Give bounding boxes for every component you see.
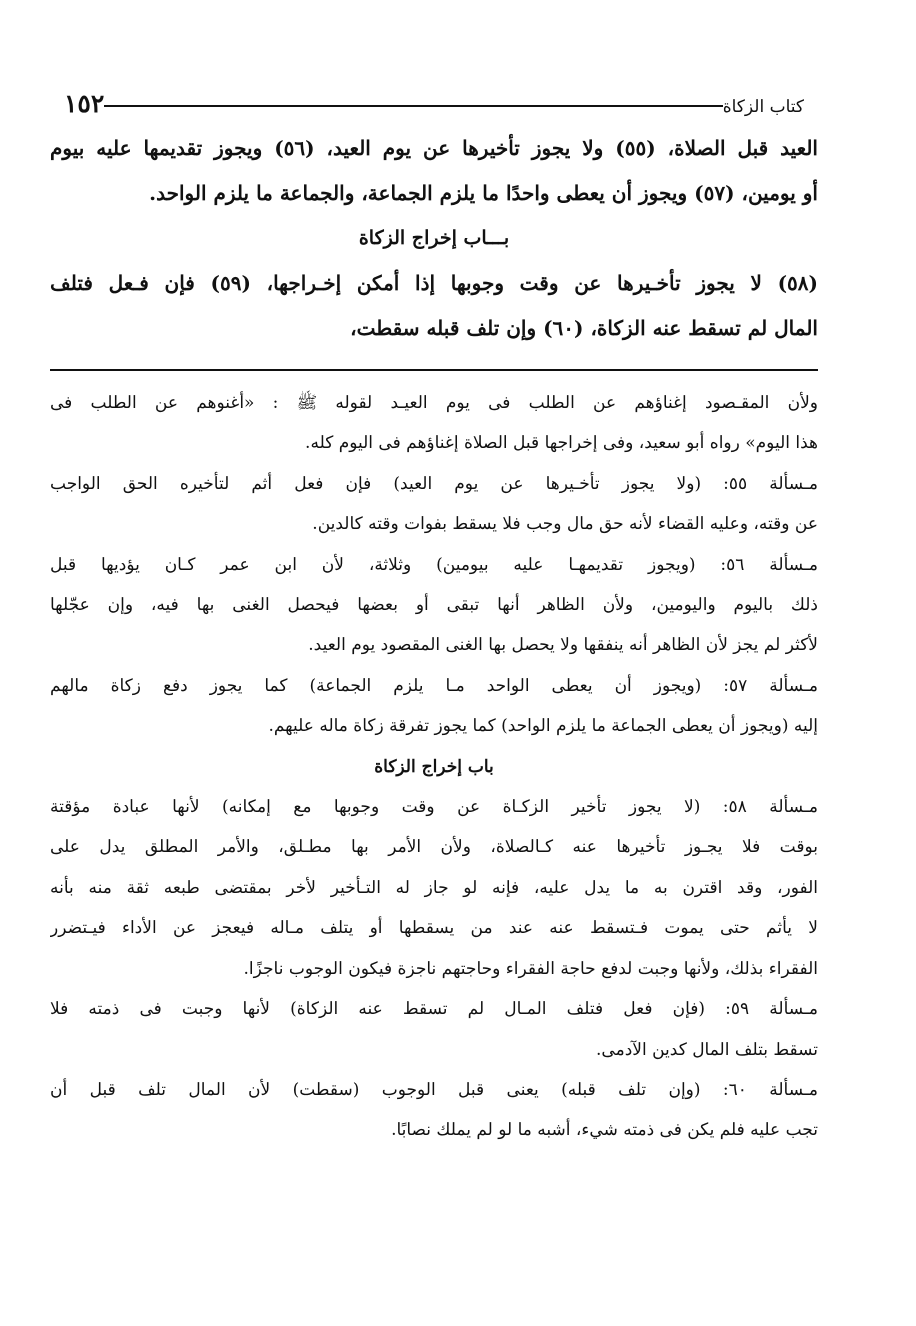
commentary-line: مـسألة ٥٩: (فإن فعل فتلف المـال لم تسقط عنه الزكاة) لأنها وجبت فى ذمته فلا [50, 999, 818, 1020]
commentary-line: مـسألة ٦٠: (وإن تلف قبله) يعنى قبل الوجوب (سقطت) لأن المال تلف قبل أن [50, 1079, 818, 1100]
matn-line: أو يومين، (٥٧) ويجوز أن يعطى واحدًا ما يلزم الجماعة، والجماعة ما يلزم الواحد. [149, 181, 818, 205]
commentary-line: ذلك باليوم واليومين، ولأن الظاهر أنها تبقى أو بعضها فيحصل الغنى بها فيه، وإن عجّلها [50, 595, 818, 616]
commentary-chapter-heading: باب إخراج الزكاة [374, 756, 494, 777]
commentary-line: بوقت فلا يجـوز تأخيرها عنه كـالصلاة، ولأن الأمر بها مطـلق، والأمر المطلق يدل على [50, 837, 818, 858]
commentary-line: مـسألة ٥٨: (لا يجوز تأخير الزكـاة عن وقت وجوبها مع إمكانه) لأنها عبادة مؤقتة [50, 797, 818, 818]
commentary-line: عن وقته، وعليه القضاء لأنه حق مال وجب فلا يسقط بفوات وقته كالدين. [312, 514, 818, 535]
commentary-line: إليه (ويجوز أن يعطى الجماعة ما يلزم الواحد) كما يجوز تفرقة زكاة ماله عليهم. [268, 716, 818, 737]
commentary-line: تجب عليه فلم يكن فى ذمته شيء، أشبه ما لو لم يملك نصابًا. [391, 1120, 818, 1141]
matn-chapter-heading: بـــاب إخراج الزكاة [358, 227, 510, 249]
commentary-line: مـسألة ٥٧: (ويجوز أن يعطى الواحد مـا يلزم الجماعة) كما يجوز دفع زكاة مالهم [50, 675, 818, 696]
matn-line: المال لم تسقط عنه الزكاة، (٦٠) وإن تلف قبله سقطت، [350, 316, 818, 340]
running-title: كتاب الزكاة [722, 97, 804, 117]
matn-text [50, 126, 818, 351]
commentary-line: مـسألة ٥٥: (ولا يجوز تأخـيرها عن يوم العيد) فإن فعل أثم لتأخيره الحق الواجب [50, 473, 818, 494]
commentary-line: مـسألة ٥٦: (ويجوز تقديمهـا عليه بيومين) وثلاثة، لأن ابن عمر كـان يؤديها قبل [50, 554, 818, 575]
commentary-line: لا يأثم حتى يموت فـتسقط عنه عند من يسقطها أو يتلف مـاله فيعجز عن الأداء فيـتضرر [50, 918, 818, 939]
commentary-line: الفور، وقد اقترن به ما يدل عليه، فإنه لو جاز له التـأخير لأخر بمقتضى طبعه ثقة منه بأنه [50, 877, 818, 898]
page-header [50, 82, 818, 116]
header-rule [104, 105, 722, 107]
matn-line: العيد قبل الصلاة، (٥٥) ولا يجوز تأخيرها عن يوم العيد، (٥٦) ويجوز تقديمها عليه بيوم [50, 136, 818, 160]
commentary-line: لأكثر لم يجز لأن الظاهر أنه ينفقها ولا يحصل بها الغنى المقصود يوم العيد. [308, 635, 818, 656]
page-number: ١٥٢ [64, 89, 105, 118]
page [50, 82, 818, 1151]
section-separator [50, 369, 818, 371]
commentary-text [50, 383, 818, 1151]
commentary-line: الفقراء بذلك، ولأنها وجبت لدفع حاجة الفقراء وحاجتهم ناجزة فيكون الوجوب ناجزًا. [243, 958, 818, 979]
commentary-line: ولأن المقـصود إغناؤهم عن الطلب فى يوم العيـد لقوله ﷺ : «أغنوهم عن الطلب فى [50, 393, 818, 413]
commentary-line: تسقط بتلف المال كدين الآدمى. [596, 1039, 818, 1060]
commentary-line: هذا اليوم» رواه أبو سعيد، وفى إخراجها قبل الصلاة إغناؤهم فى اليوم كله. [305, 433, 818, 454]
matn-line: (٥٨) لا يجوز تأخـيرها عن وقت وجوبها إذا أمكن إخـراجها، (٥٩) فإن فـعل فتلف [50, 271, 818, 295]
